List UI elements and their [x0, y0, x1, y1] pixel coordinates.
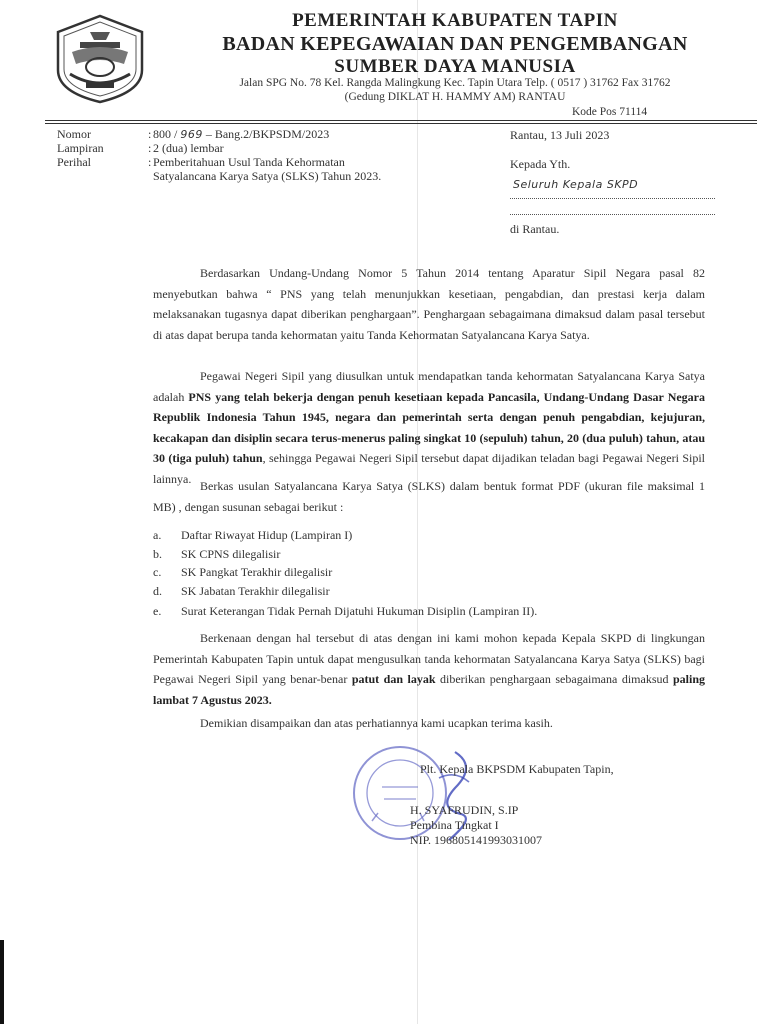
lampiran-label: Lampiran — [57, 141, 104, 155]
letterhead-building: (Gedung DIKLAT H. HAMMY AM) RANTAU — [344, 91, 566, 103]
letterhead-divider — [45, 120, 757, 124]
nomor-value — [153, 127, 329, 142]
paragraph-eligibility — [153, 366, 705, 489]
recipient-dotted-line — [510, 198, 715, 199]
list-text: SK Pangkat Terakhir dilegalisir — [181, 565, 333, 579]
nomor-label: Nomor — [57, 127, 91, 141]
recipient-handwritten: Seluruh Kepala SKPD — [513, 178, 639, 191]
recipient-salutation: Kepada Yth. — [510, 157, 571, 171]
lampiran-colon: : — [148, 141, 152, 155]
coat-of-arms-icon — [50, 12, 150, 104]
list-marker: e. — [153, 604, 162, 618]
list-text: Surat Keterangan Tidak Pernah Dijatuhi Hukuman Disiplin (Lampiran II). — [181, 604, 538, 618]
scan-edge — [0, 940, 4, 1024]
list-text: Daftar Riwayat Hidup (Lampiran I) — [181, 528, 353, 542]
p2-start: Pegawai Negeri Sipil yang diusulkan untuk mendapatkan tanda kehormatan Satyalancana Karya Satya adalah — [153, 369, 705, 404]
recipient-location: di Rantau. — [510, 222, 560, 236]
paragraph-legal-basis — [153, 263, 705, 345]
signatory-rank: Pembina Tingkat I — [410, 818, 499, 832]
perihal-colon: : — [148, 155, 152, 169]
letterhead-agency: BADAN KEPEGAWAIAN DAN PENGEMBANGAN — [222, 33, 688, 55]
signatory-title: Plt. Kepala BKPSDM Kabupaten Tapin, — [420, 762, 614, 776]
paragraph-3-text: Berkas usulan Satyalancana Karya Satya (SLKS) dalam bentuk format PDF (ukuran file maksimal 1 MB) , dengan susunan sebagai berikut : — [153, 479, 705, 514]
signatory-nip: NIP. 196805141993031007 — [410, 833, 543, 847]
p4-start: Berkenaan dengan hal tersebut di atas dengan ini kami mohon kepada Kepala SKPD di lingkungan Pemerintah Kabupaten Tapin untuk dapat mengusulkan tanda kehormatan Satyalancana Karya Satya (SLKS) bagi Pegawai Negeri Sipil yang benar-benar — [153, 631, 705, 686]
paragraph-1-text: Berdasarkan Undang-Undang Nomor 5 Tahun 2014 tentang Aparatur Sipil Negara pasal 82 menyebutkan bahwa “ PNS yang telah menunjukkan kesetiaan, pengabdian, dan prestasi kerja dalam melaksanakan tugasnya dapat diberikan penghargaan”. Penghargaan sebagaimana dimaksud dalam pasal tersebut di atas dapat berupa tanda kehormatan yaitu Tanda Kehormatan Satyalancana Karya Satya. — [153, 266, 705, 342]
list-marker: d. — [153, 584, 162, 598]
paragraph-4-text — [153, 628, 705, 710]
list-text: SK CPNS dilegalisir — [181, 546, 281, 561]
list-marker: b. — [153, 546, 162, 561]
paragraph-5-text: Demikian disampaikan dan atas perhatiannya kami ucapkan terima kasih. — [200, 716, 553, 730]
perihal-line2: Satyalancana Karya Satya (SLKS) Tahun 2023. — [153, 169, 382, 183]
letter-date: Rantau, 13 Juli 2023 — [510, 128, 610, 142]
letterhead-government: PEMERINTAH KABUPATEN TAPIN — [292, 10, 618, 31]
paragraph-closing — [153, 713, 705, 734]
lampiran-value: 2 (dua) lembar — [153, 141, 224, 155]
list-text: SK Jabatan Terakhir dilegalisir — [181, 584, 330, 598]
p4-bold-2: paling lambat 7 Agustus 2023. — [153, 672, 705, 707]
p4-mid: diberikan penghargaan sebagaimana dimaksud — [435, 672, 673, 686]
list-marker: a. — [153, 528, 162, 542]
paragraph-request — [153, 628, 705, 710]
signatory-name: H. SYAFRUDIN, S.IP — [410, 803, 519, 817]
nomor-prefix: 800 / — [153, 127, 178, 141]
letterhead-agency-cont: SUMBER DAYA MANUSIA — [334, 56, 576, 77]
list-marker: c. — [153, 565, 162, 579]
nomor-handwritten: 969 — [180, 128, 203, 141]
letterhead-address: Jalan SPG No. 78 Kel. Rangda Malingkung Kec. Tapin Utara Telp. ( 0517 ) 31762 Fax 31762 — [239, 77, 671, 89]
paragraph-2-text — [153, 366, 705, 489]
nomor-colon: : — [148, 127, 152, 141]
perihal-line1: Pemberitahuan Usul Tanda Kehormatan — [153, 155, 345, 169]
letterhead-postal-code: Kode Pos 71114 — [572, 106, 648, 118]
p2-bold: PNS yang telah bekerja dengan penuh kesetiaan kepada Pancasila, Undang-Undang Dasar Negara Republik Indonesia Tahun 1945, negara dan pemerintah serta dengan penuh pengabdian, kejujuran, kecakapan dan disiplin secara terus-menerus paling singkat 10 (sepuluh) tahun, 20 (dua puluh) tahun, atau 30 (tiga puluh) tahun — [153, 389, 706, 465]
perihal-label: Perihal — [57, 155, 91, 169]
paragraph-file-format — [153, 476, 705, 517]
recipient-dotted-line-2 — [510, 214, 715, 215]
p4-bold-1: patut dan layak — [351, 672, 436, 686]
nomor-suffix: – Bang.2/BKPSDM/2023 — [205, 127, 330, 141]
p2-end: , sehingga Pegawai Negeri Sipil tersebut dapat dijadikan teladan bagi Pegawai Negeri Sipil lainnya. — [153, 451, 705, 486]
